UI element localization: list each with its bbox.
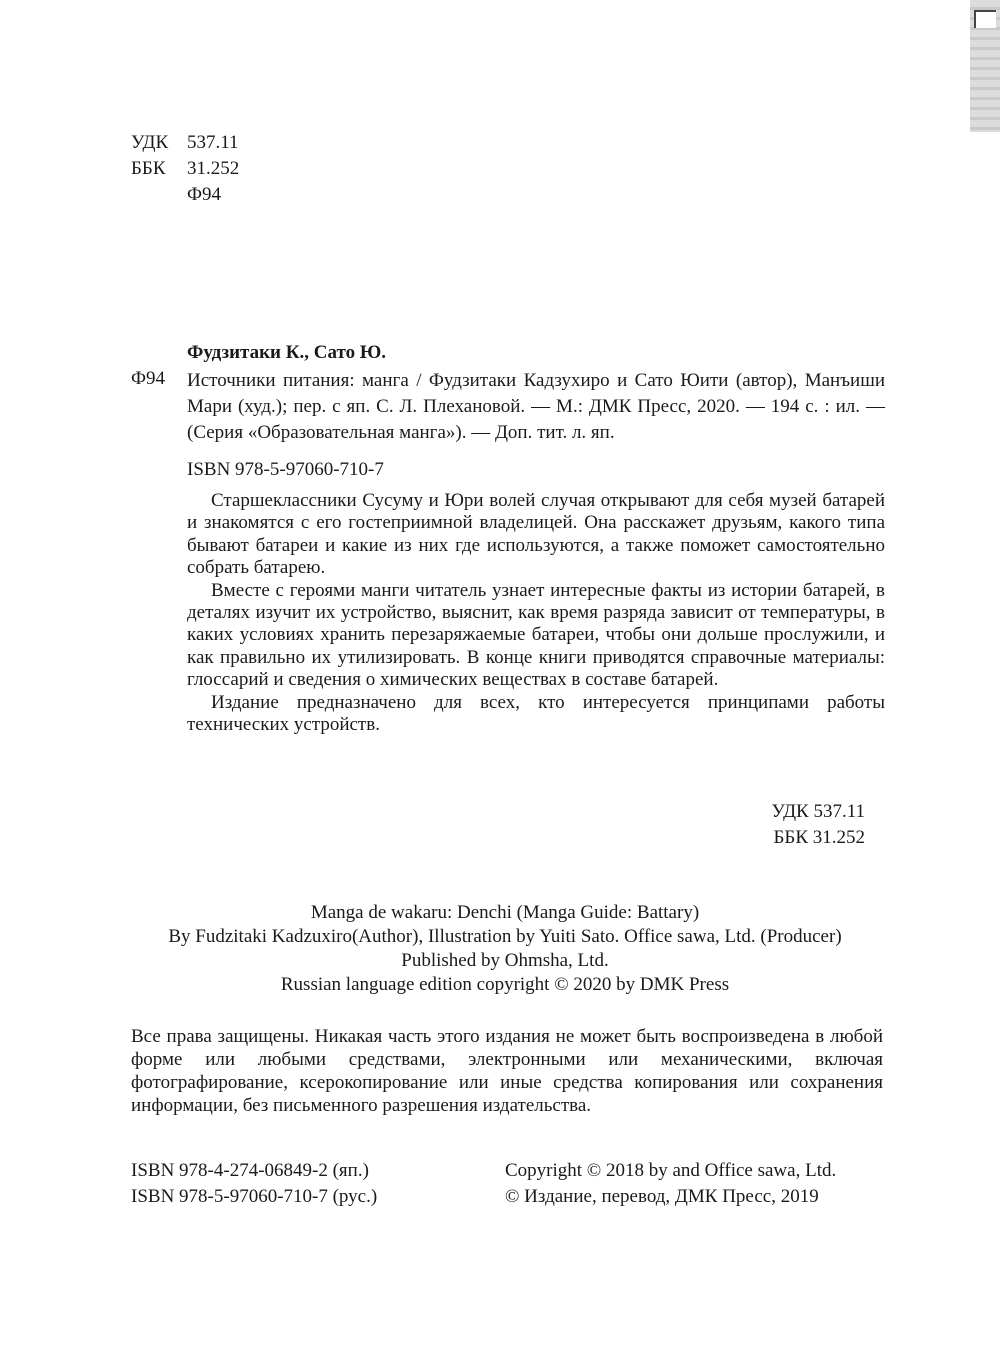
isbn-russian: ISBN 978-5-97060-710-7 (рус.) xyxy=(131,1186,378,1207)
annotation xyxy=(187,490,885,736)
crop-mark-icon xyxy=(974,10,996,28)
udk-label: УДК xyxy=(131,132,169,153)
copyright-original: Copyright © 2018 by and Office sawa, Ltd. xyxy=(505,1160,837,1181)
annotation-paragraph: Старшеклассники Сусуму и Юри волей случая открывают для себя музей батарей и знакомятся с его гостеприимной владелицей. Она расскажет друзьям, какого типа бывают батареи и какие из них где используются, а также поможет самостоятельно собрать батарею. xyxy=(187,490,885,579)
annotation-paragraph: Вместе с героями манги читатель узнает интересные факты из истории батарей, в деталях изучит их устройство, выяснит, как время разряда зависит от температуры, в каких условиях хранить перезаряжаемые батареи, чтобы они дольше прослужили, и как правильно их утилизировать. В конце книги приводятся справочные материалы: глоссарий и сведения о химических веществах в составе батарей. xyxy=(187,579,885,691)
bottom-bbk: ББК 31.252 xyxy=(773,827,865,848)
copyright-russian: © Издание, перевод, ДМК Пресс, 2019 xyxy=(505,1186,819,1207)
bibliographic-description: Источники питания: манга / Фудзитаки Кадзухиро и Сато Юити (автор), Манъиши Мари (худ.); пер. с яп. С. Л. Плехановой. — М.: ДМК Пресс, 2020. — 194 с. : ил. — (Серия «Образовательная манга»). — Доп. тит. л. яп. xyxy=(187,370,885,443)
bottom-udk: УДК 537.11 xyxy=(771,801,865,822)
credit-line: Russian language edition copyright © 2020 by DMK Press xyxy=(280,974,730,995)
credit-line: Published by Ohmsha, Ltd. xyxy=(401,950,609,971)
bbk-value: 31.252 xyxy=(187,158,240,179)
rights-notice: Все права защищены. Никакая часть этого издания не может быть воспроизведена в любой форме или любыми средствами, электронными или механическими, включая фотографирование, ксерокопирование или иные средства копирования или сохранения информации, без письменного разрешения издательства. xyxy=(131,1026,883,1116)
entry-isbn: ISBN 978-5-97060-710-7 xyxy=(187,459,384,480)
author-sign: Ф94 xyxy=(187,184,222,205)
authors-heading: Фудзитаки К., Сато Ю. xyxy=(187,342,386,363)
annotation-paragraph: Издание предназначено для всех, кто интересуется принципами работы технических устройств. xyxy=(187,691,885,736)
credit-line: Manga de wakaru: Denchi (Manga Guide: Battary) xyxy=(310,902,700,923)
udk-value: 537.11 xyxy=(187,132,239,153)
author-sign-code: Ф94 xyxy=(131,368,166,389)
bbk-label: ББК xyxy=(131,158,166,179)
credit-line: By Fudzitaki Kadzuxiro(Author), Illustration by Yuiti Sato. Office sawa, Ltd. (Producer) xyxy=(168,926,842,947)
isbn-japanese: ISBN 978-4-274-06849-2 (яп.) xyxy=(131,1160,369,1181)
